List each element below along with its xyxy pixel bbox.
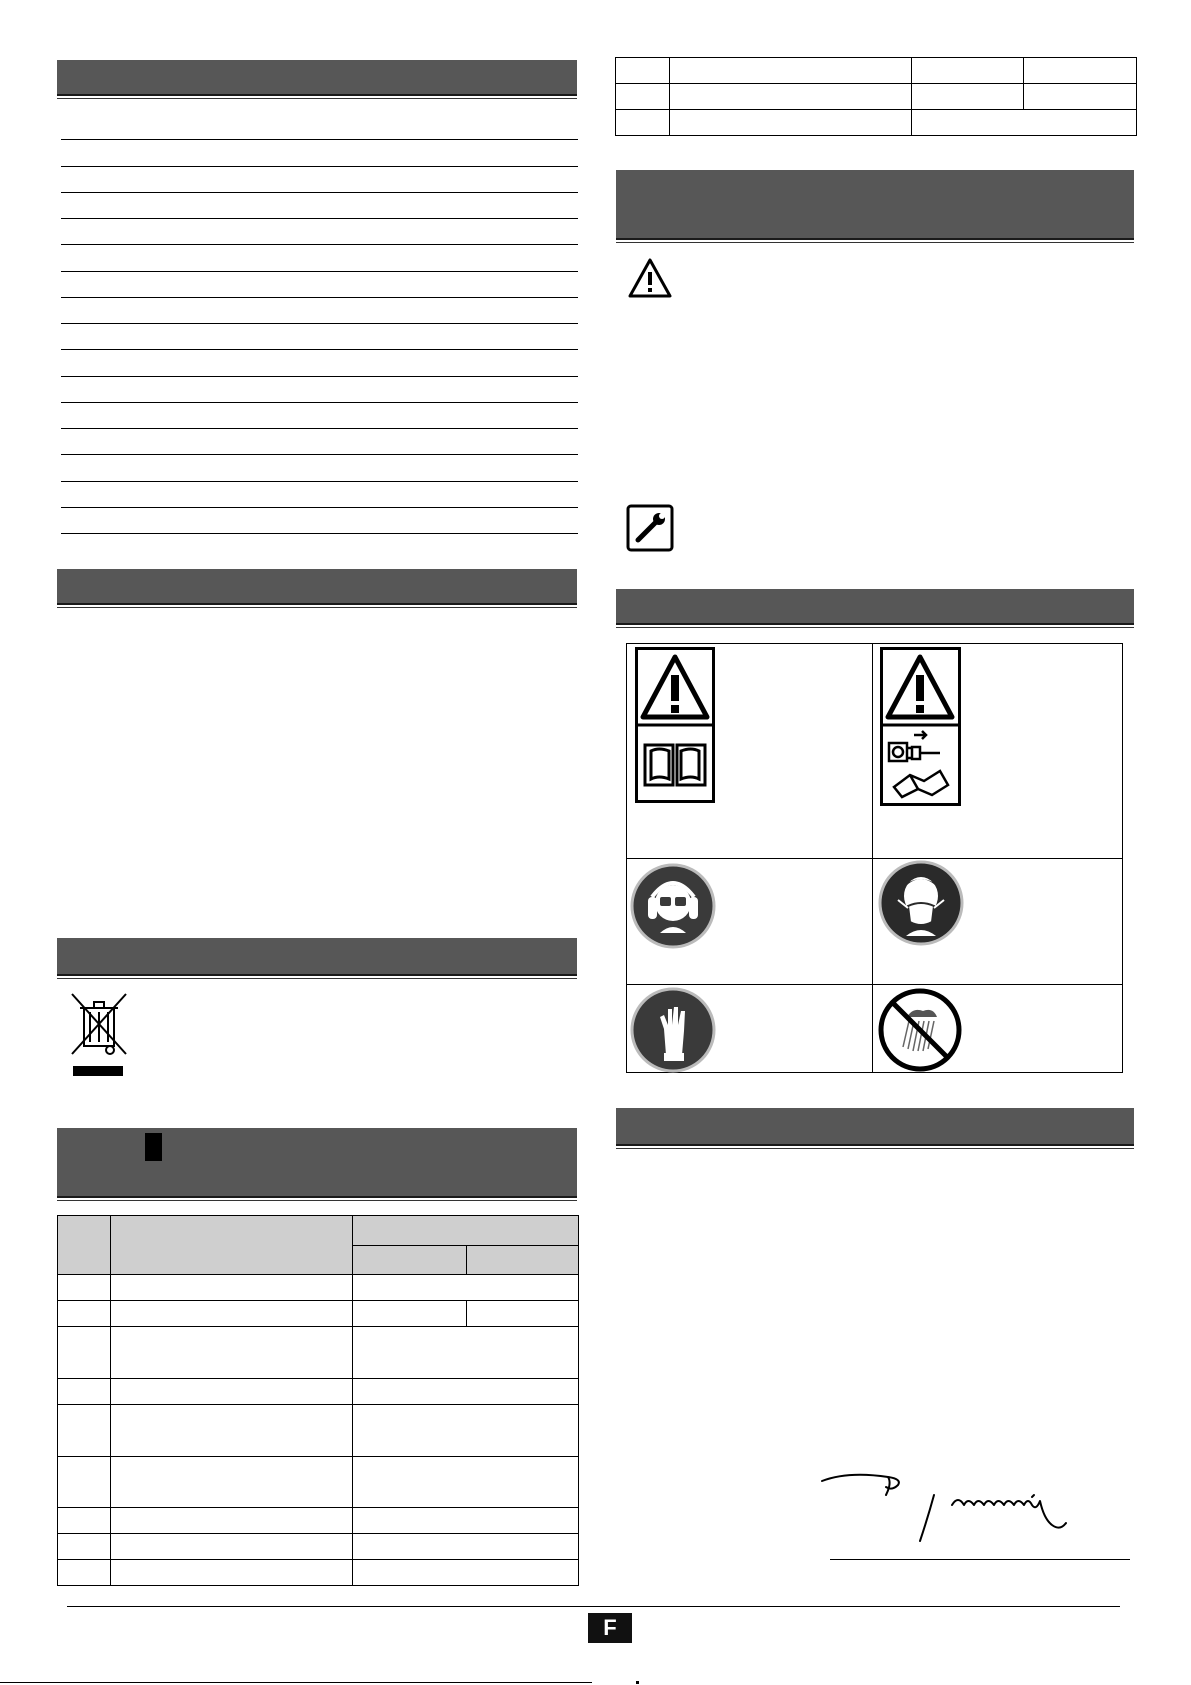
table-header-cell xyxy=(110,1215,353,1275)
table-cell xyxy=(110,1456,353,1508)
unplug-icon xyxy=(880,647,961,806)
heading-marker xyxy=(145,1133,162,1161)
rule-line xyxy=(61,139,578,140)
table-cell xyxy=(57,1300,111,1327)
table-cell xyxy=(911,109,1137,136)
language-badge xyxy=(588,1613,632,1643)
warning-triangle-icon xyxy=(627,257,673,299)
table-cell xyxy=(57,1507,111,1534)
rule-line xyxy=(61,454,578,455)
rule-line xyxy=(61,533,578,534)
rule-line xyxy=(61,349,578,350)
rule-line xyxy=(61,428,578,429)
table-cell xyxy=(57,1326,111,1379)
table-cell xyxy=(615,83,670,110)
section-header-bar-5 xyxy=(616,170,1134,240)
rule-line xyxy=(61,218,578,219)
section-header-bar-3 xyxy=(57,938,577,976)
table-header-cell xyxy=(352,1215,579,1246)
no-rain-icon xyxy=(877,987,963,1073)
weee-bin-icon xyxy=(68,990,132,1080)
rule-line xyxy=(61,507,578,508)
table-cell xyxy=(110,1507,353,1534)
table-cell xyxy=(57,1274,111,1301)
table-cell xyxy=(615,109,670,136)
table-cell xyxy=(466,1300,579,1327)
table-cell xyxy=(615,57,670,84)
section-header-bar-6 xyxy=(616,589,1134,625)
table-header-cell xyxy=(57,1215,111,1275)
table-cell xyxy=(352,1300,467,1327)
table-cell xyxy=(110,1533,353,1560)
table-cell xyxy=(911,57,1024,84)
gloves-icon xyxy=(630,987,716,1073)
table-cell xyxy=(911,83,1024,110)
signature xyxy=(818,1465,1136,1565)
signature-line xyxy=(830,1559,1130,1560)
section-header-bar-1 xyxy=(57,60,577,96)
table-cell xyxy=(110,1326,353,1379)
table-header-cell xyxy=(352,1245,467,1275)
rule-line xyxy=(61,297,578,298)
rule-line xyxy=(61,244,578,245)
table-cell xyxy=(352,1326,579,1379)
table-cell xyxy=(57,1533,111,1560)
table-cell xyxy=(110,1404,353,1457)
rule-line xyxy=(61,376,578,377)
table-cell xyxy=(352,1378,579,1405)
rule-line xyxy=(61,481,578,482)
table-cell xyxy=(669,83,912,110)
rule-line xyxy=(61,323,578,324)
table-cell xyxy=(57,1378,111,1405)
table-cell xyxy=(110,1559,353,1586)
bottom-edge-line xyxy=(0,1682,592,1683)
table-cell xyxy=(352,1507,579,1534)
table-cell xyxy=(669,109,912,136)
ear-eye-protection-icon xyxy=(630,863,716,949)
language-badge-label: F xyxy=(603,1615,617,1640)
section-header-bar-4 xyxy=(57,1128,577,1198)
table-header-cell xyxy=(466,1245,579,1275)
table-cell xyxy=(110,1274,353,1301)
table-cell xyxy=(1023,83,1137,110)
section-header-bar-2 xyxy=(57,569,577,605)
rule-line xyxy=(61,192,578,193)
rule-line xyxy=(61,271,578,272)
table-cell xyxy=(1023,57,1137,84)
table-cell xyxy=(352,1559,579,1586)
table-cell xyxy=(57,1404,111,1457)
table-cell xyxy=(669,57,912,84)
table-cell xyxy=(57,1559,111,1586)
read-manual-icon xyxy=(635,647,715,803)
footer-rule xyxy=(67,1606,1120,1607)
dust-mask-icon xyxy=(878,860,964,946)
section-header-bar-7 xyxy=(616,1108,1134,1146)
wrench-icon xyxy=(626,504,674,552)
table-cell xyxy=(57,1456,111,1508)
bottom-edge-mark xyxy=(636,1681,639,1684)
rule-line xyxy=(61,402,578,403)
table-cell xyxy=(352,1274,579,1301)
table-cell xyxy=(110,1378,353,1405)
rule-line xyxy=(61,166,578,167)
table-cell xyxy=(352,1456,579,1508)
table-cell xyxy=(352,1533,579,1560)
table-cell xyxy=(352,1404,579,1457)
table-cell xyxy=(110,1300,353,1327)
